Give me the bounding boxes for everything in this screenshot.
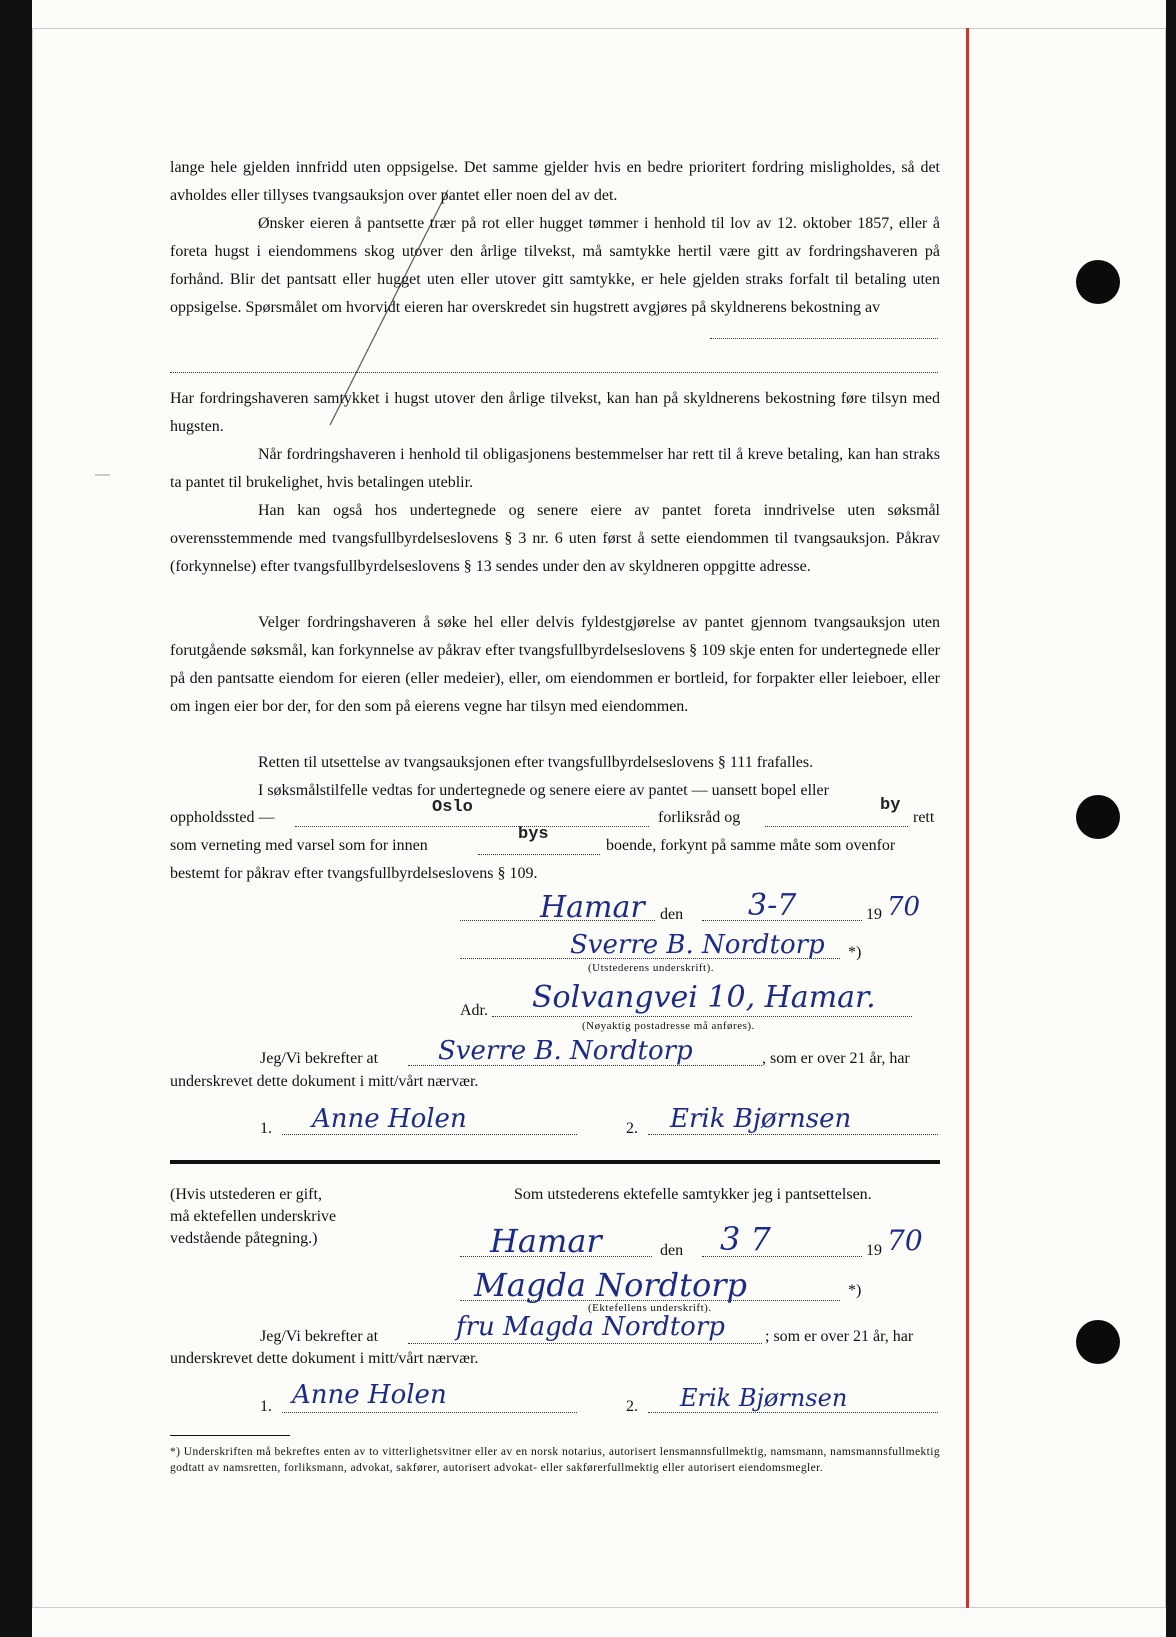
issuer-confirm-name: Sverre B. Nordtorp	[438, 1036, 693, 1066]
issuer-date: 3-7	[748, 888, 797, 923]
issuer-confirm-presence: underskrevet dette dokument i mitt/vårt nærvær.	[170, 1073, 479, 1090]
spouse-footnote-star: *)	[848, 1282, 862, 1299]
venue-by-line	[765, 826, 908, 827]
spouse-confirm-age: ; som er over 21 år, har	[765, 1328, 914, 1345]
spouse-witness-2-signature: Erik Bjørnsen	[680, 1384, 848, 1412]
spouse-witness-2-number: 2.	[626, 1398, 638, 1415]
issuer-den-label: den	[660, 906, 684, 923]
footnote: *) Underskriften må bekreftes enten av to vitterlighetsvitner eller av en norsk notarius, autorisert lensmannsfullmektig, namsmann, namsmannsfullmektig godtatt av namsretten, forliksmann, advokat, sakfører, autorisert advokat- eller sakførerfullmektig eller autorisert eiendomsmegler.	[170, 1446, 940, 1474]
spouse-signature: Magda Nordtorp	[474, 1266, 748, 1304]
issuer-signature: Sverre B. Nordtorp	[570, 930, 825, 960]
venue-city-line	[295, 826, 649, 827]
issuer-witness-1-line	[282, 1134, 577, 1135]
spouse-note-line-1: (Hvis utstederen er gift,	[170, 1186, 322, 1203]
issuer-place: Hamar	[540, 890, 645, 925]
venue-label-verneting: som verneting med varsel som for innen	[170, 837, 428, 854]
paragraph-3: Har fordringshaveren samtykket i hugst utover den årlige tilvekst, kan han på skyldnerens bekostning føre tilsyn med hugsten.	[170, 390, 940, 435]
venue-label-rett: rett	[913, 809, 935, 826]
venue-label-forliksrad: forliksråd og	[658, 809, 741, 826]
section-divider	[170, 1160, 940, 1164]
spouse-witness-1-line	[282, 1412, 577, 1413]
issuer-confirm-age: , som er over 21 år, har	[762, 1050, 910, 1067]
venue-city-value: Oslo	[432, 798, 473, 817]
blank-line-hugst-2	[170, 372, 938, 373]
issuer-witness-2-line	[648, 1134, 938, 1135]
issuer-witness-1-signature: Anne Holen	[312, 1104, 467, 1134]
paragraph-2: Ønsker eieren å pantsette trær på rot eller hugget tømmer i henhold til lov av 12. oktober 1857, eller å foreta hugst i eiendommens skog utover den årlige tilvekst, må samtykke hertil være gitt av fordringshaveren på forhånd. Blir det pantsatt eller hugget uten eller utover gitt samtykke, er hele gjelden straks forfalt til betaling uten oppsigelse. Spørsmålet om hvorvidt eieren har overskredet sin hugstrett avgjøres på skyldnerens bekostning av	[170, 215, 940, 316]
issuer-address: Solvangvei 10, Hamar.	[532, 980, 876, 1015]
paragraph-8: I søksmålstilfelle vedtas for undertegnede og senere eiere av pantet — uansett bopel eller	[258, 782, 829, 799]
spouse-date: 3 7	[720, 1220, 771, 1258]
spouse-witness-1-signature: Anne Holen	[292, 1380, 447, 1410]
spouse-year-suffix: 70	[887, 1224, 923, 1257]
spouse-den-label: den	[660, 1242, 684, 1259]
issuer-signature-caption: (Utstederens underskrift).	[588, 962, 715, 974]
spouse-note-line-2: må ektefellen underskrive	[170, 1208, 337, 1225]
issuer-footnote-star: *)	[848, 944, 862, 961]
venue-bys-line	[478, 854, 600, 855]
issuer-address-line	[492, 1016, 912, 1017]
issuer-witness-1-number: 1.	[260, 1120, 272, 1137]
spouse-confirm-name: fru Magda Nordtorp	[456, 1312, 725, 1342]
spouse-note-line-3: vedstående påtegning.)	[170, 1230, 318, 1247]
spouse-place: Hamar	[490, 1222, 602, 1260]
issuer-year-prefix: 19	[866, 906, 882, 923]
spouse-confirm-presence: underskrevet dette dokument i mitt/vårt nærvær.	[170, 1350, 479, 1367]
issuer-address-label: Adr.	[460, 1002, 488, 1019]
spouse-year-prefix: 19	[866, 1242, 882, 1259]
spouse-witness-2-line	[648, 1412, 938, 1413]
footnote-rule	[170, 1435, 290, 1436]
venue-by-value: by	[880, 796, 901, 815]
issuer-year-suffix: 70	[887, 892, 921, 922]
issuer-witness-2-number: 2.	[626, 1120, 638, 1137]
paragraph-4: Når fordringshaveren i henhold til obligasjonens bestemmelser har rett til å kreve betaling, kan han straks ta pantet til brukelighet, hvis betalingen uteblir.	[170, 446, 940, 491]
venue-label-bestemt: bestemt for påkrav efter tvangsfullbyrdelseslovens § 109.	[170, 865, 538, 882]
paragraph-1: lange hele gjelden innfridd uten oppsigelse. Det samme gjelder hvis en bedre prioritert fordring misligholdes, så det avholdes eller tillyses tvangsauksjon over pantet eller noen del av det.	[170, 159, 940, 204]
paragraph-6: Velger fordringshaveren å søke hel eller delvis fyldestgjørelse av pantet gjennom tvangsauksjon uten forutgående søksmål, kan forkynnelse av påkrav efter tvangsfullbyrdelseslovens § 109 skje enten for undertegnede eller på den pantsatte eiendom for eieren (eller medeier), eller, om eiendommen er bortleid, for forpakter eller leieboer, eller om ingen eier bor der, for den som på eierens vegne har tilsyn med eiendommen.	[170, 614, 940, 715]
spouse-witness-1-number: 1.	[260, 1398, 272, 1415]
blank-line-hugst	[710, 338, 938, 339]
issuer-confirm-label: Jeg/Vi bekrefter at	[260, 1050, 379, 1067]
issuer-address-caption: (Nøyaktig postadresse må anføres).	[582, 1020, 755, 1032]
spouse-consent: Som utstederens ektefelle samtykker jeg i pantsettelsen.	[514, 1186, 872, 1203]
paragraph-5: Han kan også hos undertegnede og senere eiere av pantet foreta inndrivelse uten søksmål overensstemmende med tvangsfullbyrdelseslovens § 3 nr. 6 uten først å sette eiendommen til tvangsauksjon. Påkrav (forkynnelse) efter tvangsfullbyrdelseslovens § 13 sendes under den av skyldneren oppgitte adresse.	[170, 502, 940, 575]
issuer-witness-2-signature: Erik Bjørnsen	[670, 1104, 852, 1134]
spouse-confirm-name-line	[408, 1343, 762, 1344]
venue-bys-value: bys	[518, 825, 549, 844]
paragraph-7: Retten til utsettelse av tvangsauksjonen efter tvangsfullbyrdelseslovens § 111 frafalles.	[258, 754, 814, 771]
spouse-signature-caption: (Ektefellens underskrift).	[588, 1302, 712, 1314]
spouse-confirm-label: Jeg/Vi bekrefter at	[260, 1328, 379, 1345]
venue-label-boende: boende, forkynt på samme måte som ovenfor	[606, 837, 896, 854]
venue-label-oppholdssted: oppholdssted —	[170, 809, 275, 826]
